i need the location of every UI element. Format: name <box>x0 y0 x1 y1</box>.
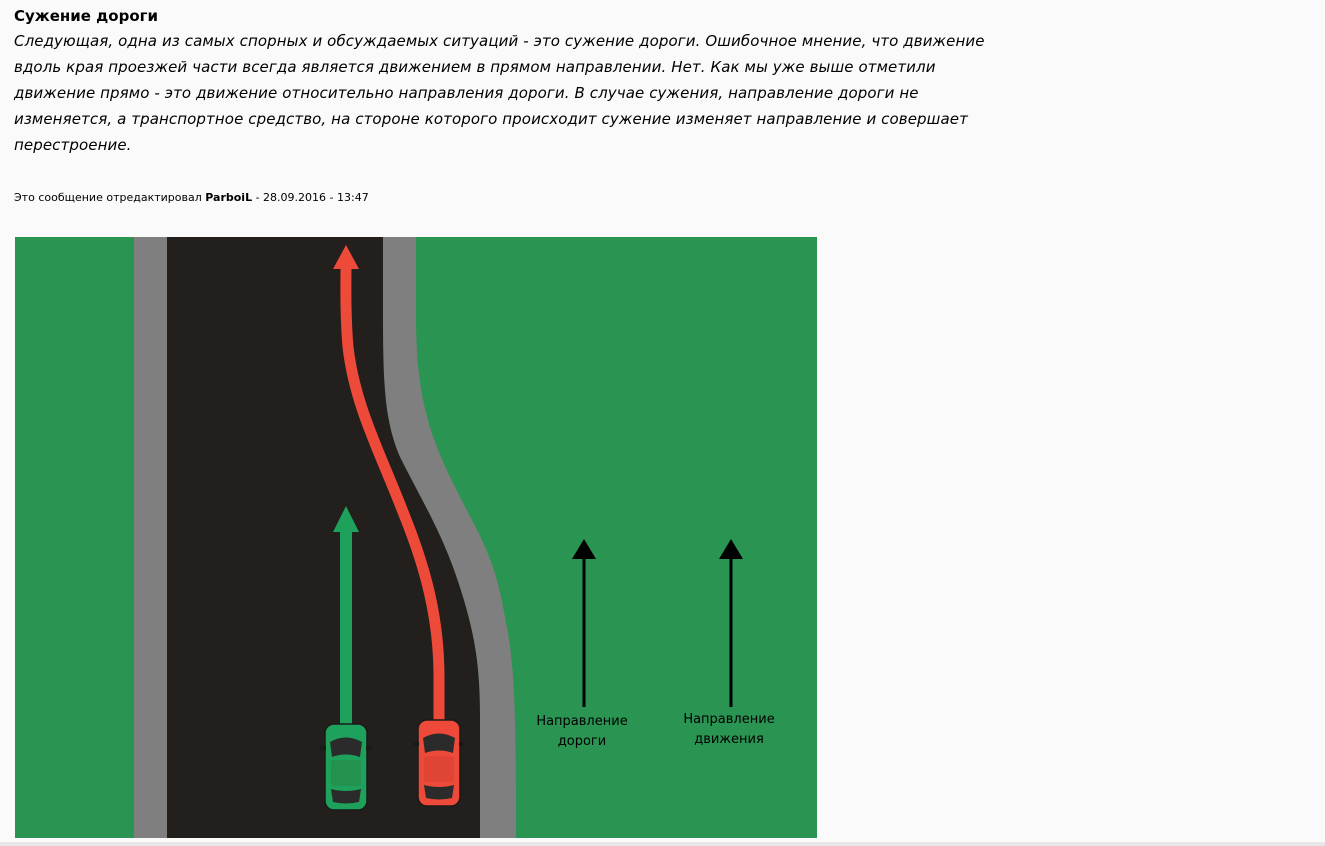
post-body-line: Следующая, одна из самых спорных и обсуждаемых ситуаций - это сужение дороги. Ошибочное мнение, что движение <box>14 32 985 50</box>
edit-date: - 28.09.2016 - 13:47 <box>255 191 369 204</box>
post-body-line: изменяется, а транспортное средство, на стороне которого происходит сужение изменяет направление и совершает <box>14 110 968 128</box>
red-car-icon <box>413 720 465 806</box>
post-body-line: перестроение. <box>14 136 132 154</box>
edit-note-prefix: Это сообщение отредактировал <box>14 191 202 204</box>
bottom-divider <box>0 842 1325 846</box>
road-narrowing-diagram <box>15 237 817 838</box>
movement-direction-label-2: движения <box>694 732 764 747</box>
post-body <box>14 28 1054 158</box>
edit-note <box>14 191 369 205</box>
road-direction-label-1: Направление <box>536 714 628 729</box>
edit-author-link[interactable]: ParboiL <box>205 191 253 204</box>
left-curb <box>134 237 167 838</box>
post-title: Сужение дороги <box>14 7 158 25</box>
post-body-line: движение прямо - это движение относительно направления дороги. В случае сужения, направление дороги не <box>14 84 919 102</box>
road-direction-label-2: дороги <box>557 734 607 749</box>
post-body-line: вдоль края проезжей части всегда является движением в прямом направлении. Нет. Как мы уже выше отметили <box>14 58 936 76</box>
green-car-icon <box>320 724 372 810</box>
movement-direction-label-1: Направление <box>683 712 775 727</box>
post-content <box>14 0 1054 158</box>
